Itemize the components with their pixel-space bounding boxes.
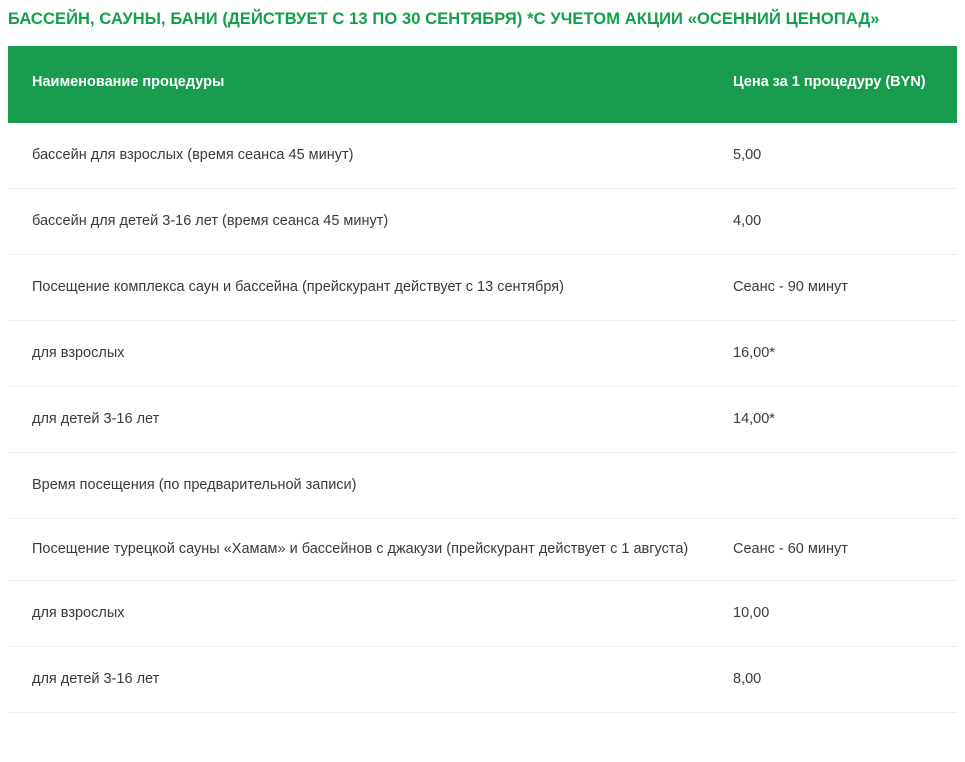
- cell-price: 16,00*: [725, 321, 957, 387]
- page-title: БАССЕЙН, САУНЫ, БАНИ (ДЕЙСТВУЕТ С 13 ПО 30 СЕНТЯБРЯ) *С УЧЕТОМ АКЦИИ «ОСЕННИЙ ЦЕНОПАД»: [8, 10, 880, 28]
- cell-price: Сеанс - 60 минут: [725, 519, 957, 581]
- table-row: [8, 321, 957, 387]
- table-row: [8, 581, 957, 647]
- column-header-price: Цена за 1 процедуру (BYN): [725, 46, 957, 123]
- cell-price: 14,00*: [725, 387, 957, 453]
- cell-price: 5,00: [725, 123, 957, 189]
- table-row: [8, 123, 957, 189]
- cell-procedure: для взрослых: [8, 321, 725, 387]
- table-body: [8, 123, 957, 713]
- cell-price: 4,00: [725, 189, 957, 255]
- cell-procedure: для взрослых: [8, 581, 725, 647]
- cell-procedure: бассейн для детей 3-16 лет (время сеанса 45 минут): [8, 189, 725, 255]
- column-header-procedure: Наименование процедуры: [8, 46, 725, 123]
- table-row: [8, 387, 957, 453]
- table-row: [8, 519, 957, 581]
- cell-procedure: бассейн для взрослых (время сеанса 45 минут): [8, 123, 725, 189]
- cell-procedure: для детей 3-16 лет: [8, 647, 725, 713]
- table-row: [8, 453, 957, 519]
- table-row: [8, 255, 957, 321]
- table-row: [8, 189, 957, 255]
- cell-price: 10,00: [725, 581, 957, 647]
- cell-price: Сеанс - 90 минут: [725, 255, 957, 321]
- cell-procedure: Время посещения (по предварительной записи): [8, 453, 725, 519]
- cell-price: 8,00: [725, 647, 957, 713]
- cell-price: [725, 453, 957, 519]
- price-table-container: [0, 46, 965, 713]
- cell-procedure: Посещение комплекса саун и бассейна (прейскурант действует с 13 сентября): [8, 255, 725, 321]
- table-header: [8, 46, 957, 123]
- price-table: [8, 46, 957, 713]
- cell-procedure: для детей 3-16 лет: [8, 387, 725, 453]
- table-row: [8, 647, 957, 713]
- cell-procedure: Посещение турецкой сауны «Хамам» и бассейнов с джакузи (прейскурант действует с 1 августа): [8, 519, 725, 581]
- table-header-row: [8, 46, 957, 123]
